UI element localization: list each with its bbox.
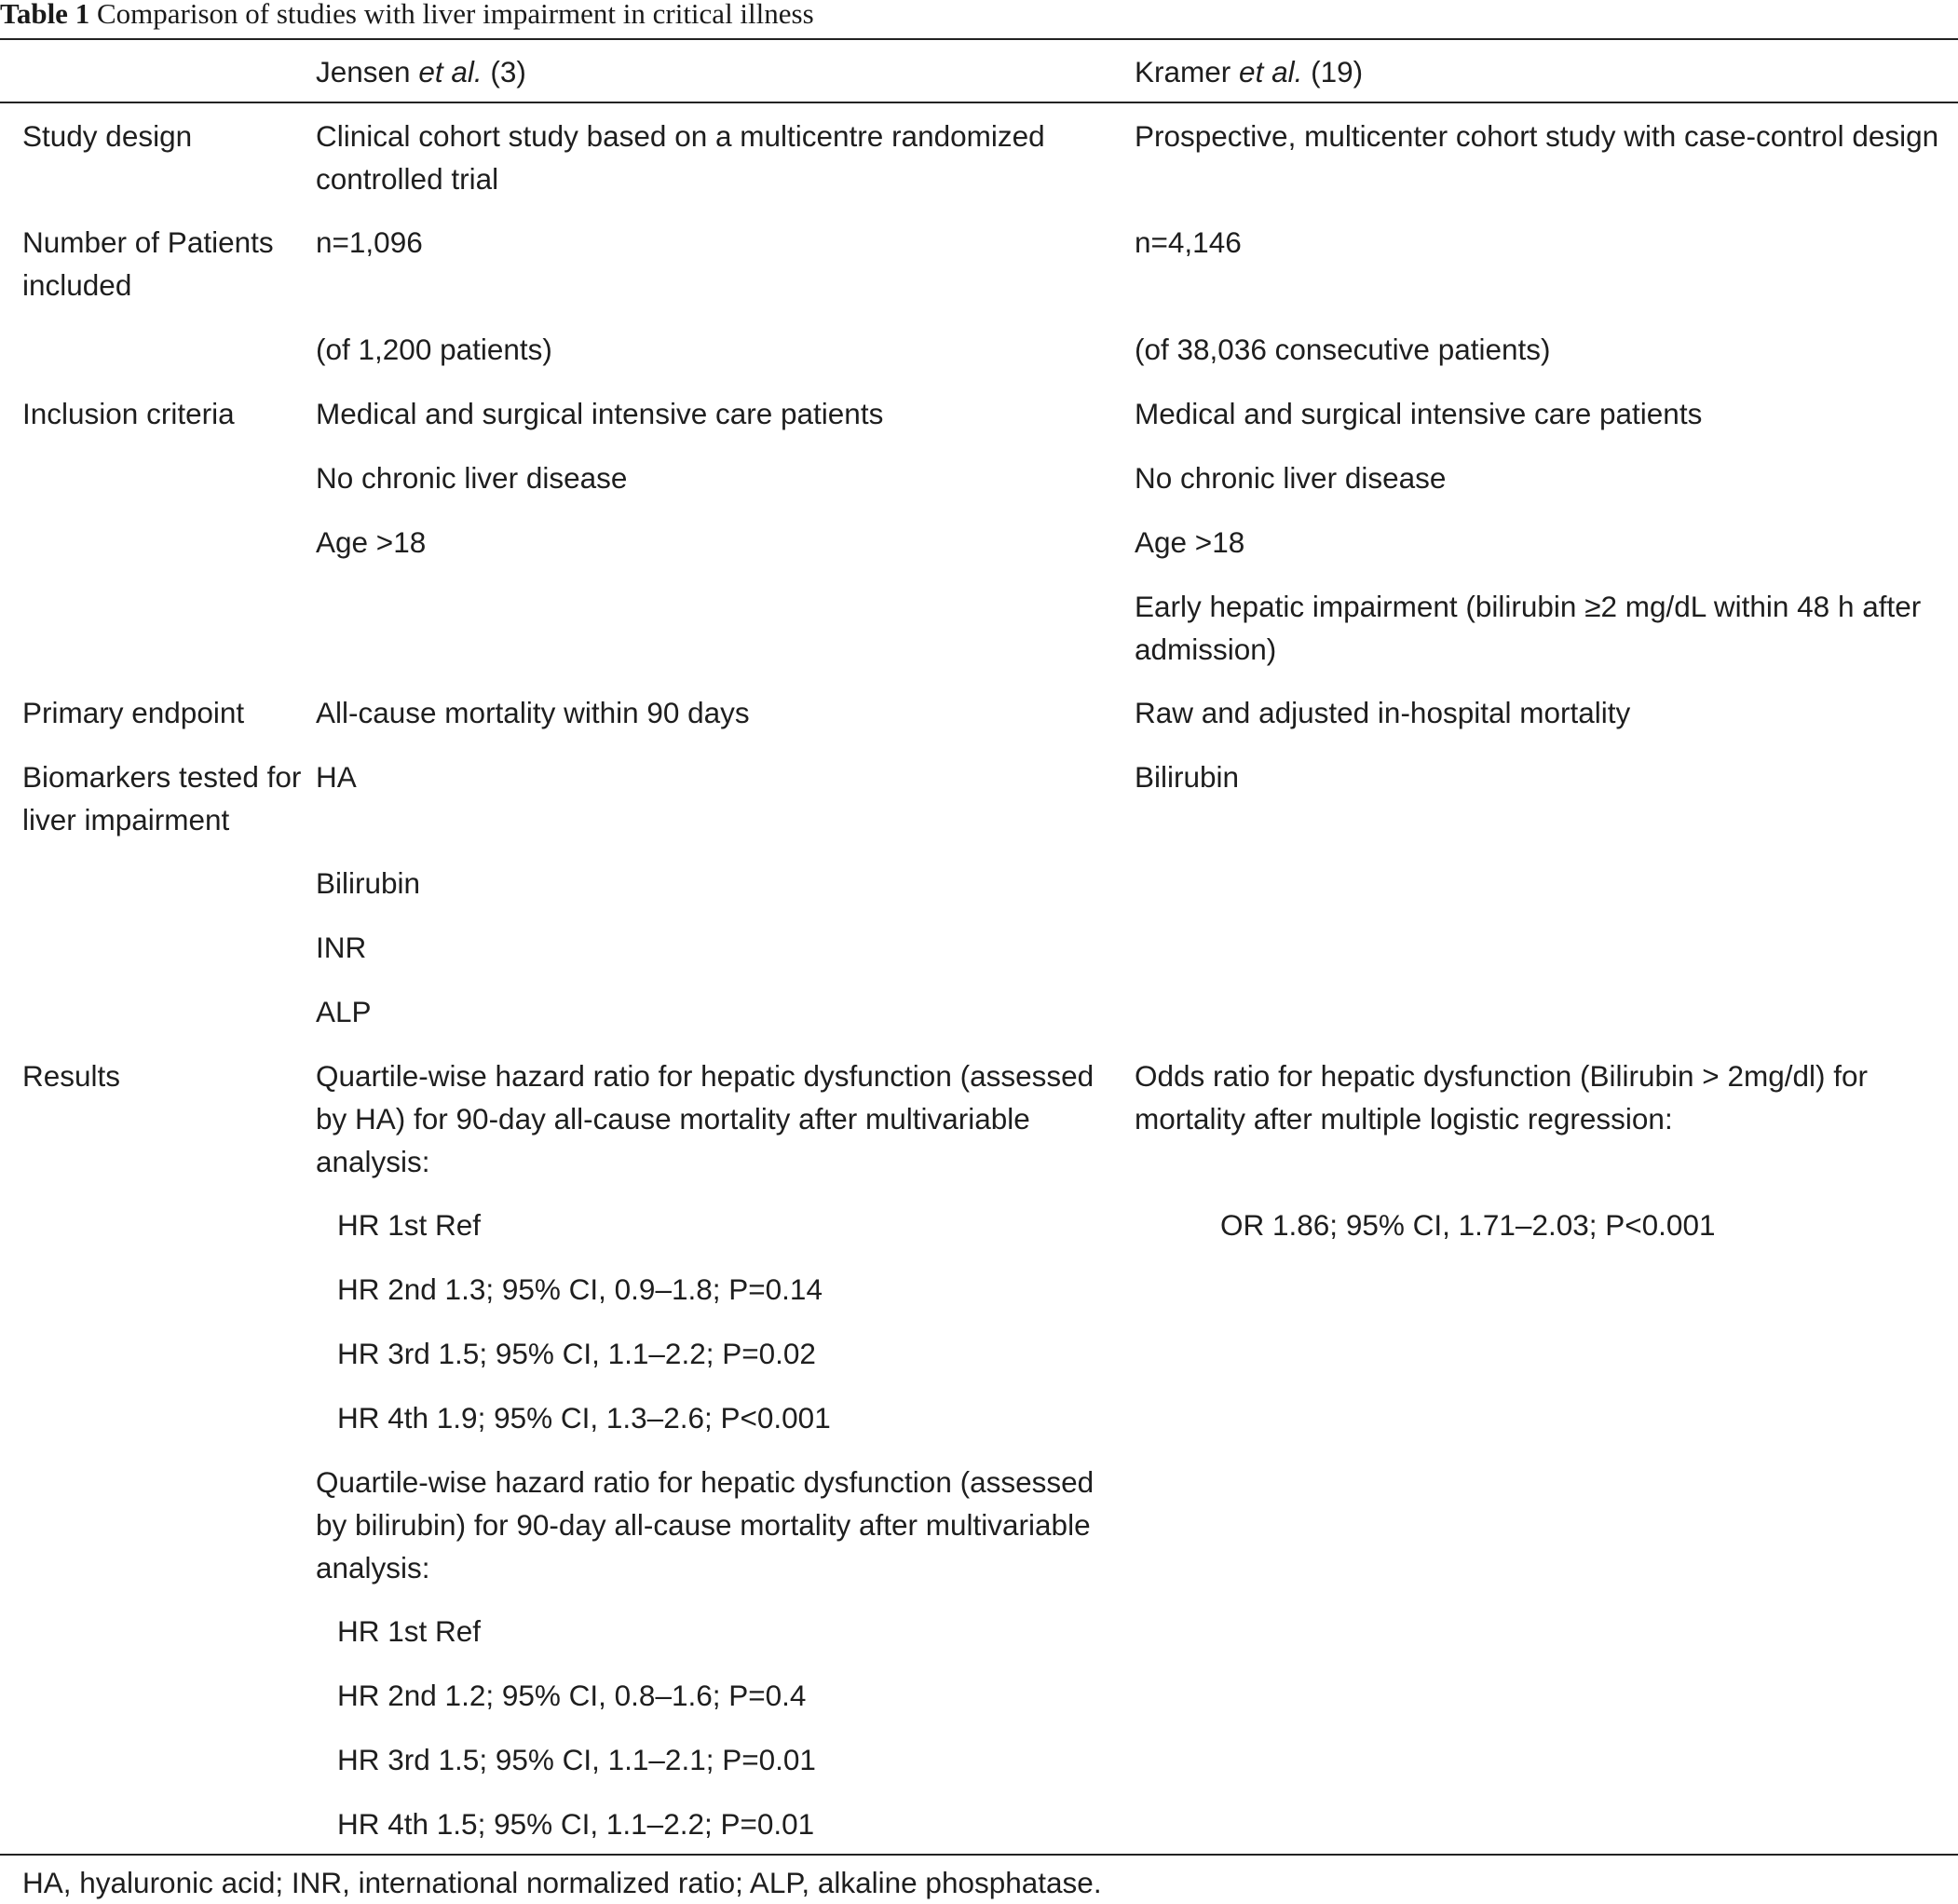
- table-caption-text: Comparison of studies with liver impairment in critical illness: [96, 0, 814, 30]
- header-rule: [0, 102, 1958, 103]
- biomarker-jensen-item: ALP: [316, 995, 372, 1028]
- table-caption-label: Table 1: [0, 0, 90, 30]
- biomarker-jensen-item: HA: [316, 760, 357, 794]
- patients-kramer-sub: (of 38,036 consecutive patients): [1135, 333, 1551, 366]
- results-jensen-ha-item: HR 1st Ref: [337, 1208, 482, 1242]
- results-jensen-intro-bili: Quartile-wise hazard ratio for hepatic dysfunction (assessed by bilirubin) for 90-day all-cause mortality after multivariable analysis:: [316, 1465, 1095, 1584]
- header-kramer-author: Kramer: [1135, 55, 1231, 88]
- header-jensen-author: Jensen: [316, 55, 411, 88]
- header-jensen: [316, 50, 1117, 93]
- inclusion-kramer-item: No chronic liver disease: [1135, 461, 1447, 495]
- biomarker-jensen-item: Bilirubin: [316, 866, 421, 900]
- results-jensen-bili-item: HR 1st Ref: [337, 1614, 482, 1648]
- inclusion-kramer-item: Early hepatic impairment (bilirubin ≥2 mg/dL within 48 h after admission): [1135, 590, 1922, 666]
- row-label-results: Results: [22, 1059, 121, 1093]
- biomarker-jensen-item: INR: [316, 931, 367, 964]
- results-jensen-ha-item: HR 2nd 1.3; 95% CI, 0.9–1.8; P=0.14: [337, 1272, 823, 1306]
- table-footnote: HA, hyaluronic acid; INR, international normalized ratio; ALP, alkaline phosphatase.: [22, 1866, 1102, 1899]
- header-kramer-ref: (19): [1311, 55, 1364, 88]
- results-kramer-or: OR 1.86; 95% CI, 1.71–2.03; P<0.001: [1220, 1208, 1716, 1242]
- row-label-patients: Number of Patients included: [22, 225, 274, 302]
- patients-jensen-sub: (of 1,200 patients): [316, 333, 552, 366]
- biomarker-kramer: Bilirubin: [1135, 760, 1240, 794]
- header-jensen-etal: et al.: [418, 55, 483, 88]
- bottom-rule: [0, 1854, 1958, 1856]
- endpoint-jensen: All-cause mortality within 90 days: [316, 696, 750, 729]
- patients-kramer: n=4,146: [1135, 225, 1242, 259]
- table-caption: [0, 0, 814, 34]
- inclusion-kramer-item: Age >18: [1135, 525, 1245, 559]
- results-kramer-intro: Odds ratio for hepatic dysfunction (Bilirubin > 2mg/dl) for mortality after multiple logistic regression:: [1135, 1059, 1868, 1136]
- study-design-jensen: Clinical cohort study based on a multicentre randomized controlled trial: [316, 119, 1045, 196]
- results-jensen-bili-item: HR 2nd 1.2; 95% CI, 0.8–1.6; P=0.4: [337, 1679, 807, 1712]
- study-design-kramer: Prospective, multicenter cohort study with case-control design: [1135, 119, 1939, 153]
- results-jensen-bili-item: HR 3rd 1.5; 95% CI, 1.1–2.1; P=0.01: [337, 1743, 816, 1776]
- header-kramer-etal: et al.: [1239, 55, 1303, 88]
- row-label-endpoint: Primary endpoint: [22, 696, 245, 729]
- header-jensen-ref: (3): [490, 55, 526, 88]
- patients-jensen: n=1,096: [316, 225, 423, 259]
- top-rule: [0, 38, 1958, 40]
- inclusion-jensen-item: Medical and surgical intensive care patients: [316, 397, 884, 430]
- header-kramer: [1135, 50, 1954, 93]
- inclusion-jensen-item: Age >18: [316, 525, 427, 559]
- results-jensen-intro-ha: Quartile-wise hazard ratio for hepatic dysfunction (assessed by HA) for 90-day all-cause mortality after multivariable analysis:: [316, 1059, 1095, 1178]
- endpoint-kramer: Raw and adjusted in-hospital mortality: [1135, 696, 1631, 729]
- results-jensen-bili-item: HR 4th 1.5; 95% CI, 1.1–2.2; P=0.01: [337, 1807, 815, 1841]
- row-label-study-design: Study design: [22, 119, 193, 153]
- results-jensen-ha-item: HR 3rd 1.5; 95% CI, 1.1–2.2; P=0.02: [337, 1337, 816, 1370]
- row-label-biomarkers: Biomarkers tested for liver impairment: [22, 760, 302, 836]
- results-jensen-ha-item: HR 4th 1.9; 95% CI, 1.3–2.6; P<0.001: [337, 1401, 831, 1435]
- row-label-inclusion: Inclusion criteria: [22, 397, 235, 430]
- inclusion-jensen-item: No chronic liver disease: [316, 461, 628, 495]
- inclusion-kramer-item: Medical and surgical intensive care patients: [1135, 397, 1703, 430]
